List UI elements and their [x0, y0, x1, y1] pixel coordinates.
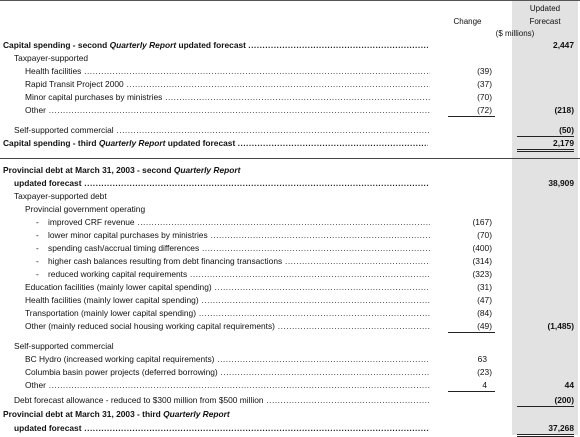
debt-self-item-label: Other	[25, 380, 46, 390]
debt-operating-header-row	[0, 203, 580, 216]
debt-second-line2: updated forecast	[14, 178, 82, 188]
capital-item-row	[0, 65, 580, 78]
debt-operating-item-label: lower minor capital purchases by ministries	[48, 230, 208, 240]
debt-operating-item-label: reduced working capital requirements	[48, 269, 188, 279]
debt-second-forecast-line2	[0, 177, 580, 190]
updated-header-line1: Updated	[529, 4, 561, 13]
capital-item-label: Health facilities	[25, 66, 82, 76]
capital-third-label-italic: Quarterly Report	[98, 138, 166, 148]
debt-other-item-row	[0, 294, 580, 307]
debt-other-item-change: (31)	[477, 282, 492, 292]
capital-second-label-italic: Quarterly Report	[109, 40, 177, 50]
capital-self-supported-label: Self-supported commercial	[14, 125, 114, 135]
debt-operating-item-row	[0, 229, 580, 242]
dash-marker: -	[36, 269, 39, 279]
debt-operating-item-change: (323)	[472, 269, 492, 279]
capital-second-updated: 2,447	[553, 40, 574, 50]
updated-total-double-rule	[517, 149, 574, 152]
debt-operating-item-row	[0, 216, 580, 229]
capital-third-forecast-row	[0, 137, 580, 150]
debt-self-subtotal: 44	[564, 380, 574, 390]
units-header: ($ millions)	[495, 29, 535, 38]
debt-third-line1-a: Provincial debt at March 31, 2003 - third	[3, 409, 164, 419]
updated-header-line2: Forecast	[529, 17, 561, 26]
debt-self-item-change: 4	[482, 380, 487, 390]
dash-marker: -	[36, 230, 39, 240]
debt-self-header: Self-supported commercial	[14, 341, 114, 351]
debt-other-item-label: Other (mainly reduced social housing working capital requirements)	[25, 321, 275, 331]
dash-marker: -	[36, 256, 39, 266]
capital-taxpayer-header-row	[0, 52, 580, 65]
debt-operating-item-label: improved CRF revenue	[48, 217, 135, 227]
debt-other-item-row	[0, 281, 580, 294]
capital-second-forecast-row	[0, 39, 580, 52]
debt-third-updated: 37,268	[548, 423, 574, 433]
debt-operating-item-row	[0, 242, 580, 255]
debt-taxpayer-header-row	[0, 190, 580, 203]
change-subtotal-rule	[448, 391, 495, 392]
debt-operating-item-label: higher cash balances resulting from debt financing transactions	[48, 256, 283, 266]
capital-item-label: Rapid Transit Project 2000	[25, 79, 124, 89]
debt-self-item-change: 63	[477, 354, 487, 364]
top-rule	[0, 0, 580, 1]
debt-third-line1-italic: Quarterly Report	[163, 409, 230, 419]
debt-second-line1-italic: Quarterly Report	[173, 165, 241, 175]
capital-item-row	[0, 91, 580, 104]
debt-operating-item-change: (167)	[472, 217, 492, 227]
capital-taxpayer-header: Taxpayer-supported	[14, 53, 89, 63]
capital-item-change: (39)	[477, 66, 492, 76]
debt-second-forecast-line1	[0, 164, 580, 177]
capital-second-label-a: Capital spending - second	[3, 40, 110, 50]
debt-operating-item-label: spending cash/accrual timing differences	[48, 243, 200, 253]
debt-second-updated: 38,909	[548, 178, 574, 188]
dash-marker: -	[36, 217, 39, 227]
debt-other-item-change: (49)	[477, 321, 492, 331]
debt-third-line2: updated forecast	[14, 423, 82, 433]
debt-allowance-row	[0, 394, 580, 407]
capital-item-change: (37)	[477, 79, 492, 89]
debt-other-item-label: Education facilities (mainly lower capital spending)	[25, 282, 212, 292]
capital-third-updated: 2,179	[553, 138, 574, 148]
debt-other-item-row	[0, 307, 580, 320]
debt-taxpayer-subtotal: (1,485)	[547, 321, 574, 331]
debt-other-item-change: (47)	[477, 295, 492, 305]
debt-self-item-row	[0, 366, 580, 379]
debt-operating-header: Provincial government operating	[25, 204, 146, 214]
capital-second-label-b: updated forecast	[176, 40, 246, 50]
capital-item-label: Other	[25, 105, 46, 115]
capital-item-change: (70)	[477, 92, 492, 102]
debt-operating-item-row	[0, 268, 580, 281]
debt-allowance-label: Debt forecast allowance - reduced to $300 million from $500 million	[14, 395, 264, 405]
capital-third-label-a: Capital spending - third	[3, 138, 99, 148]
debt-operating-item-row	[0, 255, 580, 268]
debt-self-item-change: (23)	[477, 367, 492, 377]
debt-other-item-label: Transportation (mainly lower capital spending)	[25, 308, 196, 318]
capital-self-supported-updated: (50)	[559, 125, 574, 135]
debt-self-item-label: Columbia basin power projects (deferred borrowing)	[25, 367, 218, 377]
debt-operating-item-change: (70)	[477, 230, 492, 240]
debt-third-forecast-line1	[0, 408, 580, 421]
capital-taxpayer-subtotal: (218)	[554, 105, 574, 115]
updated-subtotal-rule	[517, 406, 574, 407]
debt-second-line1-a: Provincial debt at March 31, 2003 - second	[3, 165, 174, 175]
capital-item-label: Minor capital purchases by ministries	[25, 92, 163, 102]
dash-marker: -	[36, 243, 39, 253]
debt-self-item-row	[0, 353, 580, 366]
capital-item-change: (72)	[477, 105, 492, 115]
capital-third-label-b: updated forecast	[165, 138, 236, 148]
debt-other-item-label: Health facilities (mainly lower capital spending)	[25, 295, 199, 305]
debt-third-forecast-line2	[0, 422, 580, 435]
change-header: Change	[453, 17, 482, 26]
debt-allowance-updated: (200)	[554, 395, 574, 405]
debt-operating-item-change: (314)	[472, 256, 492, 266]
report-table	[0, 39, 580, 435]
debt-self-header-row	[0, 340, 580, 353]
debt-operating-item-change: (400)	[472, 243, 492, 253]
capital-item-row	[0, 78, 580, 91]
debt-self-item-label: BC Hydro (increased working capital requirements)	[25, 354, 215, 364]
capital-self-supported-row	[0, 124, 580, 137]
debt-taxpayer-header: Taxpayer-supported debt	[14, 191, 107, 201]
debt-other-item-change: (84)	[477, 308, 492, 318]
